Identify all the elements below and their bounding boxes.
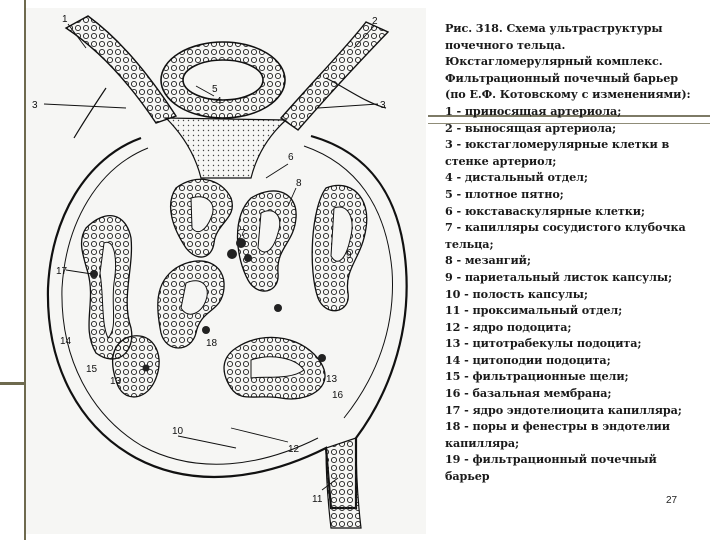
fig-label-10: 10	[172, 426, 184, 437]
page-number: 27	[666, 495, 678, 506]
caption-line: 9 - париетальный листок капсулы;	[445, 269, 673, 284]
fig-label-14: 14	[60, 336, 72, 347]
caption-line: 4 - дистальный отдел;	[445, 170, 588, 185]
fig-label-4: 4	[216, 96, 222, 107]
caption-line: Юкстагломерулярный комплекс.	[445, 54, 663, 69]
caption-line: стенке артериол;	[445, 153, 557, 168]
caption-line: барьер	[445, 469, 490, 484]
fig-label-3-right: 3	[380, 100, 386, 111]
caption-line: Фильтрационный почечный барьер	[445, 70, 679, 85]
caption-line: 16 - базальная мембрана;	[445, 386, 612, 401]
fig-label-3-left: 3	[32, 100, 38, 111]
efferent-arteriole	[281, 22, 388, 130]
caption-line: 5 - плотное пятно;	[445, 186, 564, 201]
renal-corpuscle-diagram	[26, 8, 426, 534]
fig-label-6: 6	[288, 152, 294, 163]
caption-line: почечного тельца.	[445, 37, 566, 52]
fig-label-11: 11	[312, 494, 323, 505]
figure-caption	[445, 20, 705, 485]
caption-line: 14 - цитоподии подоцита;	[445, 352, 611, 367]
caption-line: 12 - ядро подоцита;	[445, 319, 572, 334]
caption-line: 13 - цитотрабекулы подоцита;	[445, 336, 642, 351]
caption-line: 19 - фильтрационный почечный	[445, 452, 657, 467]
fig-label-15: 15	[86, 364, 98, 375]
caption-line: 17 - ядро эндотелиоцита капилляра;	[445, 402, 682, 417]
caption-line: 8 - мезангий;	[445, 253, 531, 268]
fig-label-5: 5	[212, 84, 218, 95]
fig-label-17: 17	[56, 266, 68, 277]
fig-label-13-right: 13	[326, 374, 338, 385]
caption-line: 6 - юкставаскулярные клетки;	[445, 203, 645, 218]
fig-label-2: 2	[372, 16, 378, 27]
diagram-svg	[26, 8, 426, 534]
fig-label-8: 8	[296, 178, 302, 189]
caption-line: 18 - поры и фенестры в эндотелии	[445, 419, 670, 434]
caption-line: (по Е.Ф. Котовскому с изменениями):	[445, 87, 691, 102]
caption-line: 15 - фильтрационные щели;	[445, 369, 629, 384]
capillary-loops	[82, 179, 367, 399]
fig-label-18: 18	[206, 338, 218, 349]
vascular-pole	[166, 118, 286, 178]
caption-line: 7 - капилляры сосудистого клубочка	[445, 220, 686, 235]
left-margin	[0, 0, 26, 540]
caption-line: тельца;	[445, 236, 494, 251]
fig-label-16: 16	[332, 390, 344, 401]
afferent-arteriole	[66, 16, 176, 123]
fig-label-1: 1	[62, 14, 68, 25]
caption-line: 2 - выносящая артериола;	[445, 120, 617, 135]
caption-line: 10 - полость капсулы;	[445, 286, 588, 301]
caption-line: 11 - проксимальный отдел;	[445, 303, 623, 318]
fig-label-9: 9	[346, 250, 352, 261]
fig-label-13-left: 13	[110, 376, 122, 387]
fig-label-12: 12	[288, 444, 300, 455]
caption-line: капилляра;	[445, 435, 520, 450]
olive-accent-stub	[0, 382, 26, 385]
fig-label-7: 7	[240, 228, 246, 239]
caption-line: 1 - приносящая артериола;	[445, 103, 622, 118]
caption-line: 3 - юкстагломерулярные клетки в	[445, 137, 670, 152]
caption-line: Рис. 318. Схема ультраструктуры	[445, 21, 663, 35]
